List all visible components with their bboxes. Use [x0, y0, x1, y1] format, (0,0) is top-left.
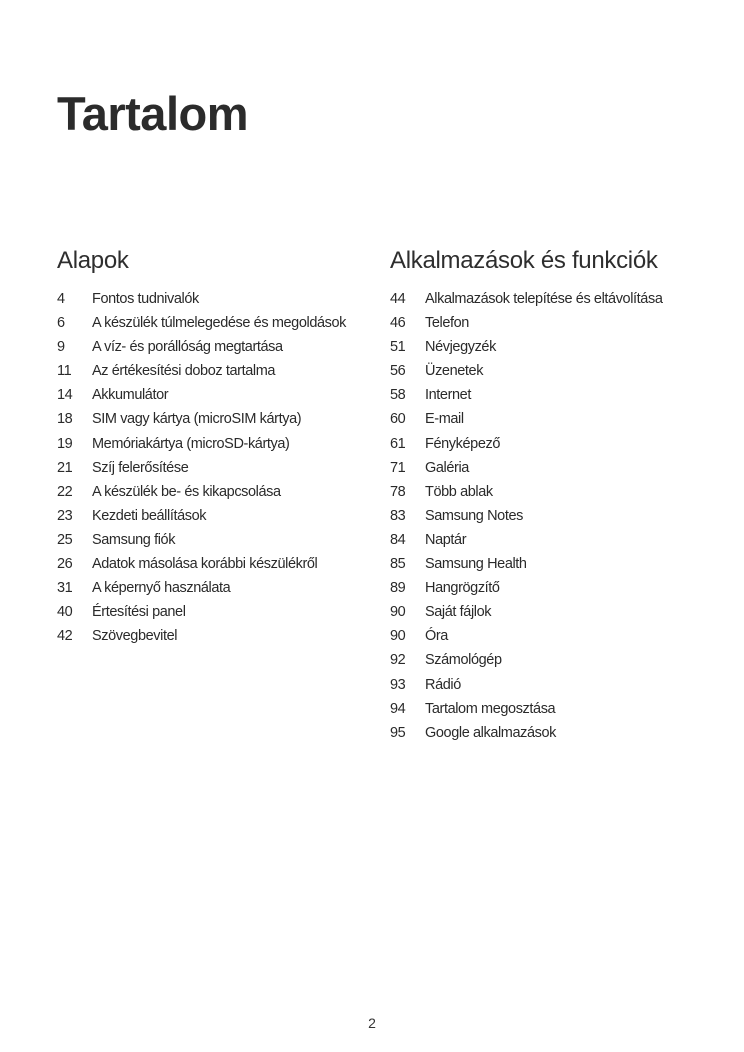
toc-page-number: 11	[57, 363, 72, 380]
page-number: 2	[368, 1015, 376, 1031]
toc-entry-label: SIM vagy kártya (microSIM kártya)	[92, 411, 302, 428]
toc-entry[interactable]	[390, 552, 720, 576]
toc-page-number: 61	[390, 435, 406, 452]
toc-entry[interactable]	[390, 721, 720, 745]
toc-entry-label: Adatok másolása korábbi készülékről	[92, 556, 318, 573]
toc-page-number: 40	[57, 604, 73, 621]
toc-entry[interactable]	[57, 432, 377, 456]
toc-entry-label: Naptár	[425, 531, 467, 548]
toc-entry[interactable]	[57, 528, 377, 552]
toc-entry[interactable]	[390, 407, 720, 431]
toc-entry[interactable]	[390, 697, 720, 721]
toc-page-number: 95	[390, 724, 406, 741]
toc-entry[interactable]	[57, 600, 377, 624]
toc-page-number: 56	[390, 363, 406, 380]
toc-page-number: 19	[57, 435, 73, 452]
toc-page-number: 18	[57, 411, 73, 428]
toc-entry[interactable]	[57, 335, 377, 359]
toc-entry-label: Alkalmazások telepítése és eltávolítása	[425, 291, 663, 307]
toc-page-number: 90	[390, 628, 406, 645]
toc-entry-label: Fontos tudnivalók	[92, 291, 199, 307]
toc-entry[interactable]	[57, 480, 377, 504]
toc-entry[interactable]	[390, 311, 720, 335]
toc-entry[interactable]	[390, 335, 720, 359]
toc-entry[interactable]	[390, 528, 720, 552]
toc-entry[interactable]	[57, 359, 377, 383]
toc-entry-label: Telefon	[425, 315, 469, 332]
toc-page-number: 31	[57, 580, 73, 597]
toc-entry-label: Üzenetek	[425, 363, 484, 380]
toc-entry[interactable]	[57, 624, 377, 648]
toc-page-number: 89	[390, 580, 406, 597]
toc-entry-label: Google alkalmazások	[425, 724, 557, 741]
toc-list	[390, 287, 720, 745]
toc-entry[interactable]	[57, 456, 377, 480]
toc-entry-label: Tartalom megosztása	[425, 700, 556, 717]
toc-page-number: 44	[390, 291, 406, 307]
toc-entry-label: Fényképező	[425, 435, 500, 452]
toc-page-number: 26	[57, 556, 73, 573]
toc-entry[interactable]	[57, 552, 377, 576]
toc-entry-label: A víz- és porállóság megtartása	[92, 339, 283, 356]
toc-entry-label: Értesítési panel	[92, 604, 186, 621]
toc-page-number: 85	[390, 556, 406, 573]
toc-page-number: 25	[57, 531, 73, 548]
toc-entry[interactable]	[57, 383, 377, 407]
toc-entry-label: Több ablak	[425, 483, 493, 500]
toc-entry-label: Internet	[425, 387, 471, 404]
toc-entry[interactable]	[57, 311, 377, 335]
toc-page-number: 14	[57, 387, 73, 404]
toc-entry[interactable]	[390, 504, 720, 528]
toc-page-number: 6	[57, 315, 65, 332]
toc-entry-label: Samsung Notes	[425, 507, 523, 524]
toc-entry[interactable]	[390, 624, 720, 648]
toc-entry[interactable]	[57, 407, 377, 431]
toc-entry[interactable]	[390, 432, 720, 456]
toc-entry-label: Samsung Health	[425, 556, 527, 573]
toc-entry-label: Óra	[425, 628, 448, 645]
toc-entry[interactable]	[57, 287, 377, 311]
toc-page-number: 4	[57, 291, 65, 307]
page-title: Tartalom	[57, 87, 248, 140]
toc-page-number: 23	[57, 507, 73, 524]
toc-page-number: 58	[390, 387, 406, 404]
toc-page-number: 21	[57, 459, 73, 476]
toc-section-alkalmazasok	[390, 244, 720, 745]
toc-entry[interactable]	[390, 456, 720, 480]
toc-page-number: 84	[390, 531, 406, 548]
toc-entry[interactable]	[390, 383, 720, 407]
toc-entry-label: Az értékesítési doboz tartalma	[92, 363, 276, 380]
toc-entry-label: Memóriakártya (microSD-kártya)	[92, 435, 290, 452]
toc-entry-label: A készülék be- és kikapcsolása	[92, 483, 281, 500]
toc-entry-label: Saját fájlok	[425, 604, 492, 621]
toc-page-number: 71	[390, 459, 406, 476]
toc-entry-label: Akkumulátor	[92, 387, 169, 404]
toc-page-number: 46	[390, 315, 406, 332]
toc-entry-label: Névjegyzék	[425, 339, 496, 356]
toc-page-number: 93	[390, 676, 406, 693]
toc-page-number: 42	[57, 628, 73, 645]
toc-entry[interactable]	[390, 287, 720, 311]
toc-list	[57, 287, 377, 648]
section-heading: Alapok	[57, 247, 129, 274]
toc-page-number: 78	[390, 483, 406, 500]
section-heading: Alkalmazások és funkciók	[390, 247, 658, 274]
toc-entry[interactable]	[390, 600, 720, 624]
toc-page-number: 92	[390, 652, 406, 669]
toc-entry[interactable]	[390, 480, 720, 504]
toc-entry-label: Samsung fiók	[92, 531, 176, 548]
toc-entry[interactable]	[390, 359, 720, 383]
toc-entry-label: Szövegbevitel	[92, 628, 178, 645]
toc-entry-label: Galéria	[425, 459, 469, 476]
toc-entry-label: Kezdeti beállítások	[92, 507, 207, 524]
toc-page-number: 94	[390, 700, 406, 717]
toc-entry-label: Szíj felerősítése	[92, 459, 189, 476]
toc-page-number: 22	[57, 483, 73, 500]
toc-entry-label: A képernyő használata	[92, 580, 231, 597]
toc-entry[interactable]	[390, 673, 720, 697]
toc-entry[interactable]	[57, 576, 377, 600]
toc-entry[interactable]	[57, 504, 377, 528]
toc-entry[interactable]	[390, 576, 720, 600]
toc-page-number: 9	[57, 339, 65, 356]
toc-entry-label: E-mail	[425, 411, 464, 428]
toc-page-number: 90	[390, 604, 406, 621]
toc-page-number: 60	[390, 411, 406, 428]
toc-entry-label: Rádió	[425, 676, 461, 693]
toc-page-number: 51	[390, 339, 406, 356]
toc-entry-label: Hangrögzítő	[425, 580, 500, 597]
toc-entry-label: Számológép	[425, 652, 502, 669]
toc-section-alapok	[57, 244, 377, 648]
toc-entry[interactable]	[390, 648, 720, 672]
toc-page-number: 83	[390, 507, 406, 524]
toc-entry-label: A készülék túlmelegedése és megoldások	[92, 315, 347, 332]
